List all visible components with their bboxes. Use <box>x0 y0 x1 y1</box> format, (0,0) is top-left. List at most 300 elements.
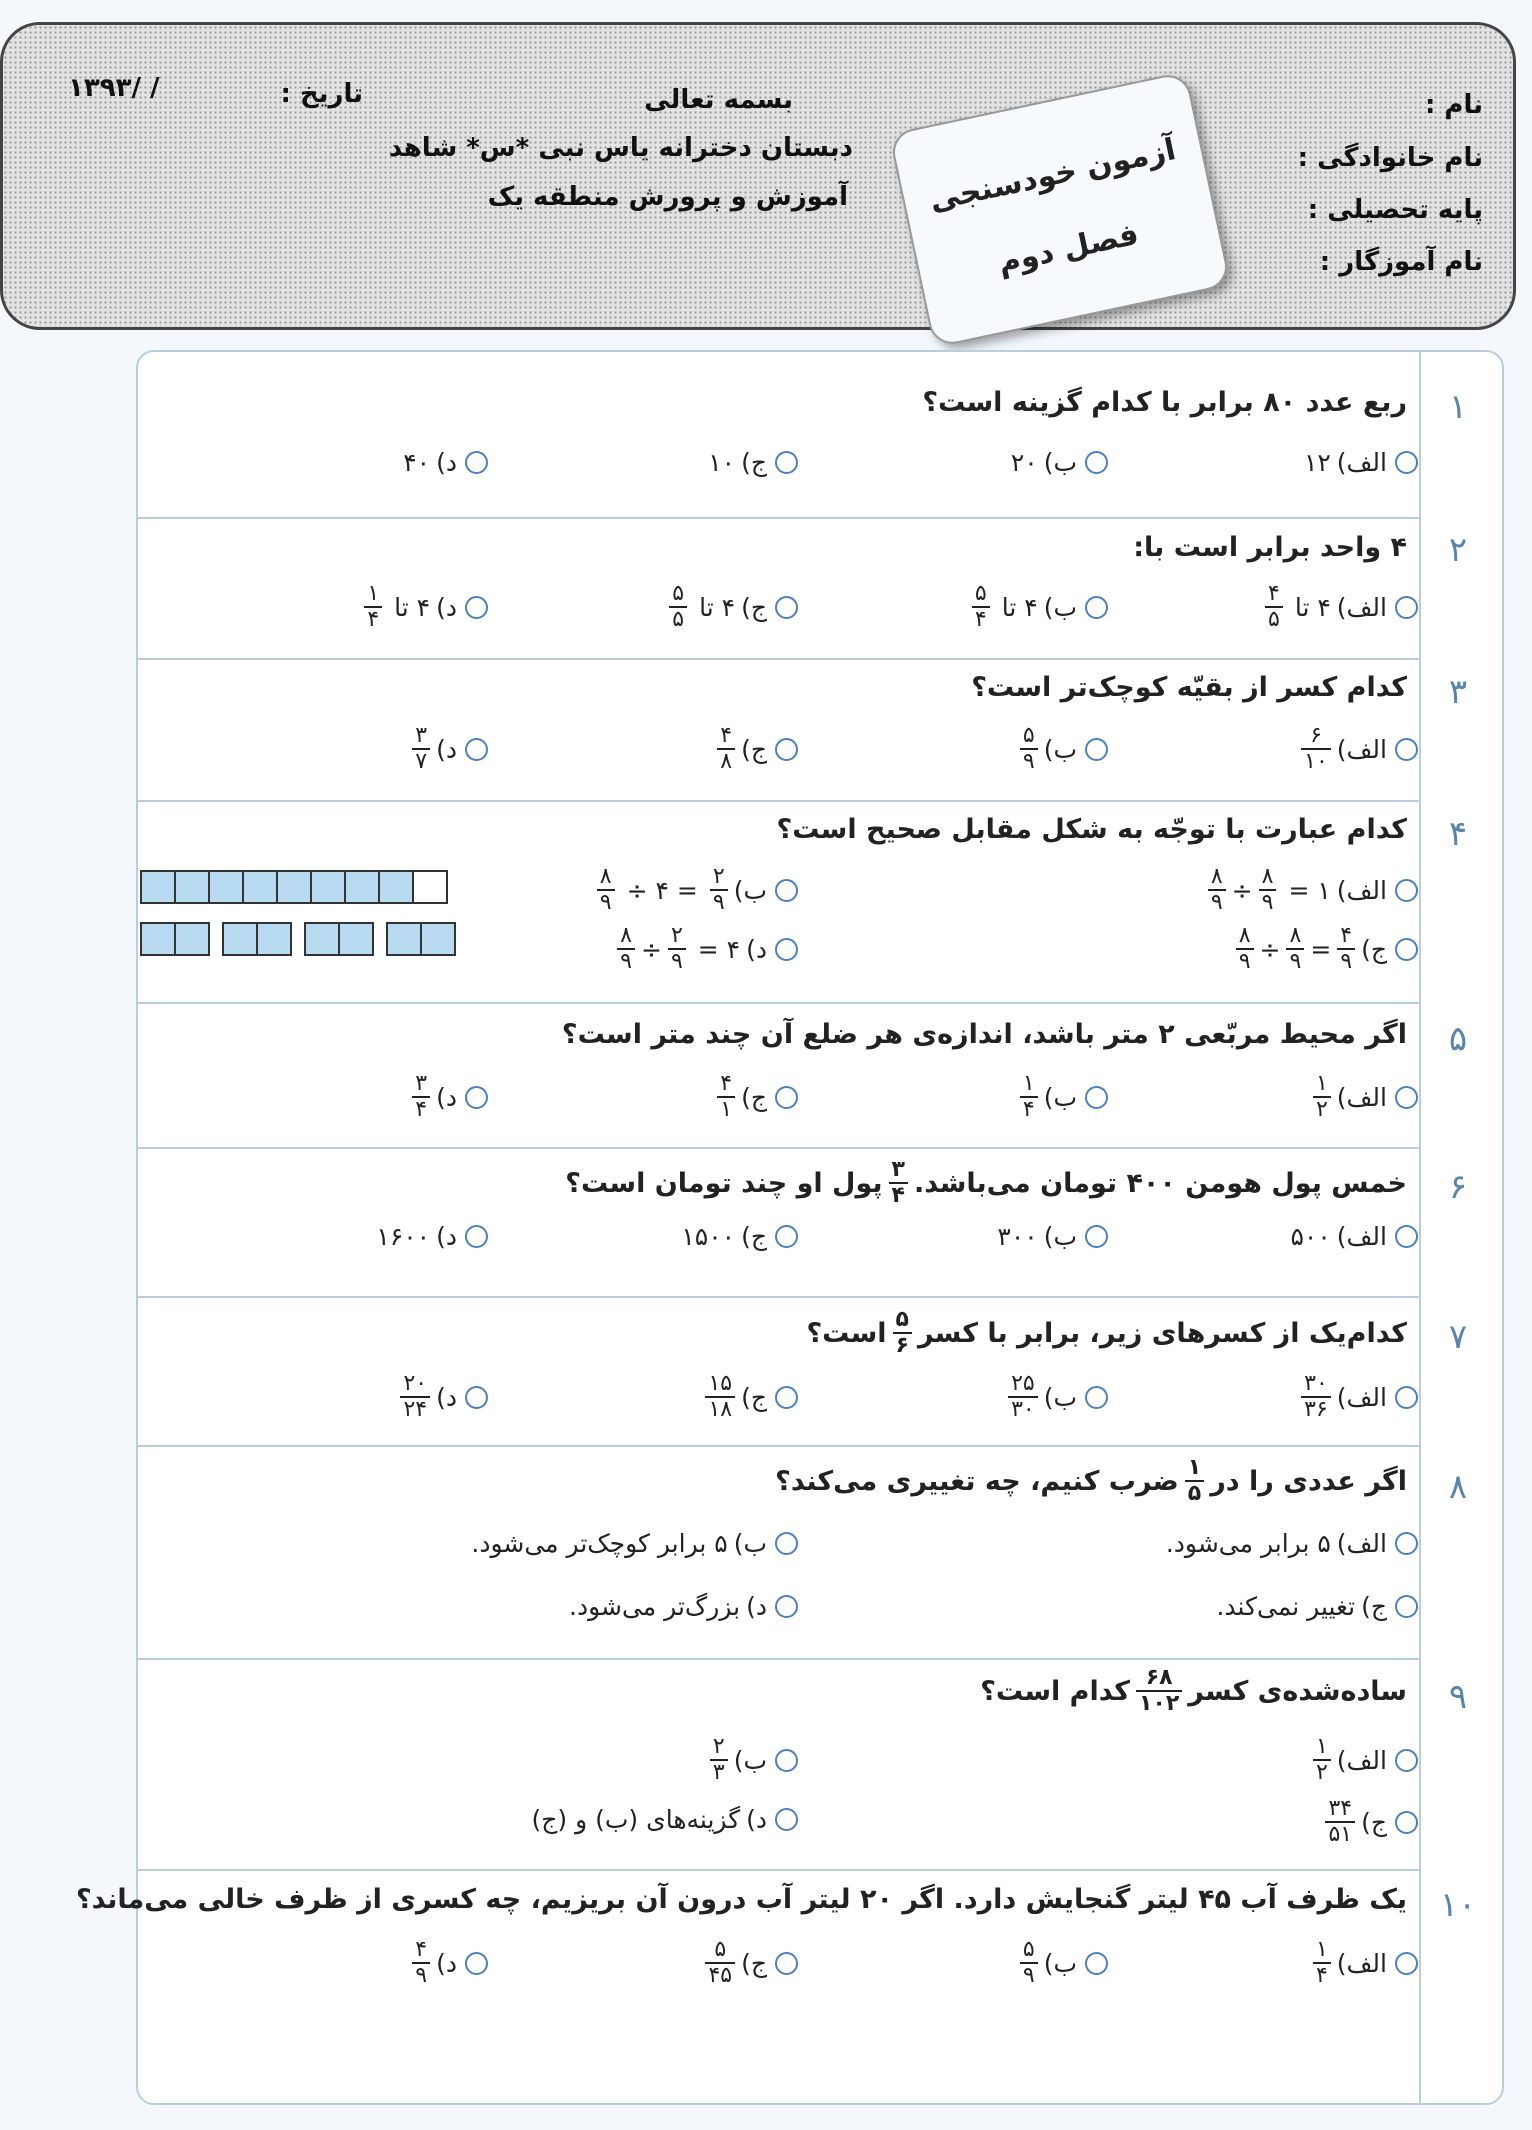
option-d[interactable] <box>158 1938 488 1988</box>
option-label: الف) <box>1336 1382 1387 1412</box>
radio-button[interactable] <box>1085 1386 1108 1409</box>
option-c[interactable] <box>468 1938 798 1988</box>
denominator: ۹ <box>1020 1962 1038 1988</box>
radio-button[interactable] <box>1085 738 1108 761</box>
fraction <box>1020 1072 1038 1122</box>
fraction <box>1286 924 1304 974</box>
radio-button[interactable] <box>775 879 798 902</box>
option-d[interactable] <box>158 1372 488 1422</box>
option-d[interactable] <box>158 582 488 632</box>
radio-button[interactable] <box>1395 938 1418 961</box>
figure-cell <box>412 870 448 904</box>
figure-cell <box>222 922 258 956</box>
option-label: ب) <box>1043 1382 1077 1412</box>
denominator: ۷ <box>412 748 430 774</box>
question-number: ۱۰ <box>1439 1885 1477 1925</box>
question-divider <box>138 1147 1421 1149</box>
option-label: د) <box>436 1222 457 1251</box>
radio-button[interactable] <box>1395 1811 1418 1834</box>
option-a[interactable] <box>1088 1072 1418 1122</box>
option-c[interactable] <box>1088 1592 1418 1621</box>
figure-cell <box>242 870 278 904</box>
fraction <box>1259 865 1277 915</box>
radio-button[interactable] <box>1085 1225 1108 1248</box>
option-label: د) <box>436 448 457 477</box>
option-a[interactable] <box>1088 724 1418 774</box>
option-b[interactable] <box>468 865 798 915</box>
radio-button[interactable] <box>1085 1952 1108 1975</box>
option-c[interactable] <box>1088 1797 1418 1847</box>
figure-bar-full <box>142 870 448 904</box>
radio-button[interactable] <box>775 938 798 961</box>
question-text <box>565 1158 1407 1208</box>
family-label: نام خانوادگی : <box>1297 143 1483 173</box>
radio-button[interactable] <box>465 451 488 474</box>
fraction <box>1313 1938 1331 1988</box>
option-a[interactable] <box>1088 1222 1418 1251</box>
option-label: ب) <box>733 1745 767 1775</box>
option-b[interactable] <box>148 1529 798 1558</box>
fraction <box>1020 1938 1038 1988</box>
question-text: اگر محیط مربّعی ۲ متر باشد، اندازه‌ی هر ضلع آن چند متر است؟ <box>561 1019 1407 1050</box>
fraction <box>893 1308 912 1358</box>
school-name: دبستان دخترانه یاس نبی *س* شاهد <box>388 133 853 163</box>
denominator: ۱۰ <box>1301 748 1331 774</box>
option-label: ب) <box>733 1529 767 1558</box>
option-c[interactable] <box>468 582 798 632</box>
figure-cell <box>276 870 312 904</box>
numerator: ۱ <box>1315 1937 1328 1962</box>
figure-cell <box>174 922 210 956</box>
question-text-part: اگر عددی را در <box>1210 1465 1407 1497</box>
option-b[interactable] <box>778 1222 1108 1251</box>
stamp-title: آزمون خودسنجی <box>926 132 1179 219</box>
expression-part: ۱ = <box>1288 875 1331 905</box>
numerator: ۸ <box>1289 923 1302 948</box>
figure-cell <box>256 922 292 956</box>
denominator: ۵ <box>669 606 687 632</box>
option-label: ج) <box>1361 934 1387 964</box>
question-text <box>806 1308 1407 1358</box>
question-text: ربع عدد ۸۰ برابر با کدام گزینه است؟ <box>922 387 1407 418</box>
numerator: ۸ <box>1238 923 1251 948</box>
option-c[interactable] <box>468 1372 798 1422</box>
option-label: د) <box>436 1082 457 1112</box>
education-office: آموزش و پرورش منطقه یک <box>487 182 848 212</box>
fraction <box>1301 1372 1331 1422</box>
option-label: الف) <box>1336 734 1387 764</box>
option-a[interactable] <box>1088 448 1418 477</box>
option-c[interactable] <box>468 448 798 477</box>
radio-button[interactable] <box>775 1808 798 1831</box>
radio-button[interactable] <box>465 1386 488 1409</box>
radio-button[interactable] <box>1395 1086 1418 1109</box>
option-label: ج) <box>1361 1807 1387 1837</box>
radio-button[interactable] <box>1395 1952 1418 1975</box>
option-value: ۱۵۰۰ <box>681 1222 736 1251</box>
option-prefix: ۴ تا <box>699 592 736 622</box>
denominator: ۴ <box>1313 1962 1331 1988</box>
fraction <box>412 1072 430 1122</box>
question-divider <box>138 658 1421 660</box>
question-divider <box>138 1002 1421 1004</box>
radio-button[interactable] <box>775 1386 798 1409</box>
question-number: ۹ <box>1448 1677 1468 1717</box>
numerator: ۲۵ <box>1011 1371 1035 1396</box>
radio-button[interactable] <box>1395 738 1418 761</box>
question-text-part: پول او چند تومان است؟ <box>565 1167 883 1199</box>
option-d[interactable] <box>158 724 488 774</box>
option-a[interactable] <box>1088 1529 1418 1558</box>
option-text: تغییر نمی‌کند. <box>1216 1592 1356 1621</box>
question-sheet <box>75 350 1504 2105</box>
denominator: ۹ <box>1208 889 1226 915</box>
option-value: ۴۰ <box>403 448 431 477</box>
denominator: ۲ <box>1313 1759 1331 1785</box>
option-prefix: ۴ تا <box>1294 592 1331 622</box>
numerator: ۳۰ <box>1304 1371 1328 1396</box>
radio-button[interactable] <box>1395 1532 1418 1555</box>
numerator: ۶ <box>1310 723 1322 748</box>
question-number: ۷ <box>1448 1317 1468 1357</box>
radio-button[interactable] <box>775 1595 798 1618</box>
radio-button[interactable] <box>1395 596 1418 619</box>
radio-button[interactable] <box>775 1952 798 1975</box>
fraction <box>1325 1797 1355 1847</box>
option-b[interactable] <box>778 724 1108 774</box>
question-divider <box>138 1869 1421 1871</box>
option-label: ج) <box>741 1222 767 1251</box>
option-value: ۱۶۰۰ <box>376 1222 431 1251</box>
radio-button[interactable] <box>775 451 798 474</box>
fraction <box>669 582 687 632</box>
operator: ÷ <box>1259 934 1281 964</box>
option-label: ب) <box>1043 1222 1077 1251</box>
option-label: الف) <box>1336 1222 1387 1251</box>
numerator: ۴ <box>720 723 733 748</box>
numerator: ۸ <box>599 864 612 889</box>
numerator: ۵ <box>672 581 685 606</box>
option-label: د) <box>746 1592 767 1621</box>
numerator: ۲ <box>712 864 725 889</box>
fraction <box>617 924 635 974</box>
numerator: ۱ <box>1315 1071 1328 1096</box>
option-label: ب) <box>733 875 767 905</box>
fraction <box>1136 1666 1182 1716</box>
numerator: ۴ <box>1340 923 1353 948</box>
option-b[interactable] <box>778 582 1108 632</box>
fraction <box>1265 582 1283 632</box>
option-c[interactable] <box>468 724 798 774</box>
denominator: ۳۰ <box>1008 1396 1038 1422</box>
option-c[interactable] <box>468 1222 798 1251</box>
option-c[interactable] <box>1088 924 1418 974</box>
fraction <box>668 924 686 974</box>
fraction <box>1236 924 1254 974</box>
question-text: ۴ واحد برابر است با: <box>1133 532 1407 563</box>
radio-button[interactable] <box>775 738 798 761</box>
numerator: ۲ <box>670 923 683 948</box>
grade-label: پایه تحصیلی : <box>1307 195 1483 225</box>
fraction <box>1185 1456 1204 1506</box>
option-label: الف) <box>1336 1948 1387 1978</box>
question-number: ۴ <box>1448 814 1468 854</box>
basmala: بسمه تعالی <box>644 85 793 115</box>
fraction <box>1337 924 1355 974</box>
radio-button[interactable] <box>1395 1386 1418 1409</box>
question-divider <box>138 517 1421 519</box>
figure-cell <box>344 870 380 904</box>
fraction <box>710 865 728 915</box>
figure-bar-grouped <box>142 922 456 956</box>
option-text: گزینه‌های (ب) و (ج) <box>531 1805 741 1834</box>
option-prefix: ۴ تا <box>1001 592 1038 622</box>
denominator: ۹ <box>1259 889 1277 915</box>
radio-button[interactable] <box>1395 451 1418 474</box>
option-label: ب) <box>1043 1082 1077 1112</box>
question-divider <box>138 800 1421 802</box>
radio-button[interactable] <box>465 1952 488 1975</box>
radio-button[interactable] <box>1085 1086 1108 1109</box>
numerator: ۸ <box>1210 864 1223 889</box>
numerator: ۶۸ <box>1145 1665 1173 1690</box>
operator: ÷ <box>640 934 662 964</box>
operator: ÷ <box>1231 875 1253 905</box>
radio-button[interactable] <box>1085 451 1108 474</box>
denominator: ۴ <box>412 1096 430 1122</box>
question-text: کدام کسر از بقیّه کوچک‌تر است؟ <box>971 672 1407 703</box>
option-d[interactable] <box>158 1222 488 1251</box>
figure-cell <box>208 870 244 904</box>
question-number: ۵ <box>1448 1019 1468 1059</box>
question-text-part: است؟ <box>806 1317 887 1349</box>
denominator: ۹ <box>1236 948 1254 974</box>
option-prefix: ۴ تا <box>394 592 431 622</box>
question-text: کدام عبارت با توجّه به شکل مقابل صحیح است؟ <box>776 814 1407 845</box>
fraction <box>364 582 382 632</box>
option-label: ج) <box>741 734 767 764</box>
denominator: ۴ <box>972 606 990 632</box>
option-label: ب) <box>1043 448 1077 477</box>
numerator: ۱۵ <box>708 1371 733 1396</box>
denominator: ۲۴ <box>400 1396 430 1422</box>
option-value: ۱۰ <box>708 448 736 477</box>
numerator: ۱ <box>1187 1455 1202 1480</box>
operator: = <box>1310 934 1332 964</box>
expression-part: = ۴ ÷ <box>626 875 698 905</box>
option-d[interactable] <box>148 1805 798 1834</box>
option-label: د) <box>746 1805 767 1834</box>
fraction <box>1313 1735 1331 1785</box>
option-label: ج) <box>741 1382 767 1412</box>
denominator: ۸ <box>717 748 735 774</box>
option-label: ج) <box>741 448 767 477</box>
fraction <box>717 1072 735 1122</box>
question-text-part: خمس پول هومن ۴۰۰ تومان می‌باشد. <box>913 1167 1407 1199</box>
denominator: ۱۰۲ <box>1136 1690 1182 1716</box>
fraction <box>710 1735 728 1785</box>
question-text <box>980 1666 1407 1716</box>
option-label: د) <box>436 592 457 622</box>
denominator: ۵ <box>1265 606 1283 632</box>
name-label: نام : <box>1424 90 1483 120</box>
denominator: ۳۶ <box>1301 1396 1331 1422</box>
radio-button[interactable] <box>465 738 488 761</box>
fraction <box>1208 865 1226 915</box>
option-value: ۳۰۰ <box>997 1222 1038 1251</box>
option-label: ب) <box>1043 1948 1077 1978</box>
header-panel <box>0 22 1516 330</box>
fraction <box>972 582 990 632</box>
question-text-part: کدام‌یک از کسرهای زیر، برابر با کسر <box>917 1317 1407 1349</box>
number-column-divider <box>1419 352 1421 2103</box>
figure-cell <box>378 870 414 904</box>
radio-button[interactable] <box>465 596 488 619</box>
option-label: الف) <box>1336 1529 1387 1558</box>
option-d[interactable] <box>158 448 488 477</box>
question-text-part: ضرب کنیم، چه تغییری می‌کند؟ <box>775 1465 1179 1497</box>
fraction <box>1020 724 1038 774</box>
question-number: ۱ <box>1448 387 1468 427</box>
denominator: ۳ <box>710 1759 728 1785</box>
radio-button[interactable] <box>775 1749 798 1772</box>
question-text-part: کدام است؟ <box>980 1675 1130 1707</box>
option-a[interactable] <box>1088 1735 1418 1785</box>
fraction <box>1008 1372 1038 1422</box>
numerator: ۳ <box>891 1157 905 1182</box>
denominator: ۹ <box>597 889 615 915</box>
option-value: ۲۰ <box>1010 448 1038 477</box>
fraction <box>705 1938 735 1988</box>
question-text: یک ظرف آب ۴۵ لیتر گنجایش دارد. اگر ۲۰ لیتر آب درون آن بریزیم، چه کسری از ظرف خالی می‌ماند؟ <box>75 1884 1407 1915</box>
figure-cell <box>310 870 346 904</box>
option-b[interactable] <box>148 1735 798 1785</box>
denominator: ۴۵ <box>705 1962 735 1988</box>
denominator: ۵۱ <box>1325 1821 1355 1847</box>
expression-part: ۴ = <box>697 934 741 964</box>
date-label: تاریخ : <box>280 79 363 109</box>
fraction <box>1301 724 1331 774</box>
option-a[interactable] <box>1088 1938 1418 1988</box>
denominator: ۲ <box>1313 1096 1331 1122</box>
radio-button[interactable] <box>1395 1225 1418 1248</box>
option-b[interactable] <box>778 1372 1108 1422</box>
question-text-part: ساده‌شده‌ی کسر <box>1188 1675 1407 1707</box>
numerator: ۱ <box>367 581 380 606</box>
numerator: ۴ <box>1268 581 1280 606</box>
option-a[interactable] <box>1088 1372 1418 1422</box>
option-label: ج) <box>1361 1592 1387 1621</box>
option-label: الف) <box>1336 592 1387 622</box>
denominator: ۹ <box>668 948 686 974</box>
radio-button[interactable] <box>1395 1749 1418 1772</box>
option-label: د) <box>436 1948 457 1978</box>
option-value: ۵۰۰ <box>1290 1222 1331 1251</box>
denominator: ۱۸ <box>705 1396 735 1422</box>
fraction <box>597 865 615 915</box>
option-label: الف) <box>1336 1745 1387 1775</box>
denominator: ۵ <box>1185 1480 1204 1506</box>
option-d[interactable] <box>148 1592 798 1621</box>
radio-button[interactable] <box>775 1086 798 1109</box>
numerator: ۲۰ <box>403 1371 428 1396</box>
numerator: ۸ <box>620 923 632 948</box>
option-a[interactable] <box>1088 582 1418 632</box>
option-label: ج) <box>741 592 767 622</box>
option-label: ج) <box>741 1948 767 1978</box>
question-number: ۸ <box>1448 1467 1468 1507</box>
option-d[interactable] <box>468 924 798 974</box>
numerator: ۱ <box>1022 1071 1035 1096</box>
question-text <box>775 1456 1407 1506</box>
radio-button[interactable] <box>1085 596 1108 619</box>
denominator: ۹ <box>412 1962 430 1988</box>
option-b[interactable] <box>778 1072 1108 1122</box>
denominator: ۹ <box>1286 948 1304 974</box>
option-label: د) <box>436 1382 457 1412</box>
option-label: الف) <box>1336 448 1387 477</box>
radio-button[interactable] <box>465 1225 488 1248</box>
fraction <box>412 1938 430 1988</box>
option-text: ۵ برابر می‌شود. <box>1165 1529 1331 1558</box>
denominator: ۴ <box>889 1182 908 1208</box>
numerator: ۱ <box>1315 1734 1328 1759</box>
exam-title-stamp <box>889 71 1232 348</box>
fraction <box>1313 1072 1331 1122</box>
option-b[interactable] <box>778 448 1108 477</box>
option-a[interactable] <box>1088 865 1418 915</box>
fraction <box>889 1158 908 1208</box>
figure-cell <box>140 870 176 904</box>
question-divider <box>138 1296 1421 1298</box>
numerator: ۵ <box>974 581 987 606</box>
fraction <box>705 1372 735 1422</box>
numerator: ۵ <box>1022 1937 1035 1962</box>
radio-button[interactable] <box>775 1532 798 1555</box>
option-text: ۵ برابر کوچک‌تر می‌شود. <box>471 1529 728 1558</box>
denominator: ۶ <box>893 1332 912 1358</box>
option-c[interactable] <box>468 1072 798 1122</box>
radio-button[interactable] <box>465 1086 488 1109</box>
figure-cell <box>174 870 210 904</box>
radio-button[interactable] <box>1395 879 1418 902</box>
question-divider <box>138 1658 1421 1660</box>
question-divider <box>138 1445 1421 1447</box>
question-number: ۳ <box>1448 672 1468 712</box>
denominator: ۴ <box>364 606 382 632</box>
date-value: ۱۳۹۳/ / <box>68 73 160 103</box>
fraction <box>717 724 735 774</box>
denominator: ۹ <box>1020 748 1038 774</box>
figure-cell <box>304 922 340 956</box>
radio-button[interactable] <box>775 596 798 619</box>
option-b[interactable] <box>778 1938 1108 1988</box>
denominator: ۹ <box>1337 948 1355 974</box>
denominator: ۱ <box>717 1096 735 1122</box>
numerator: ۵ <box>895 1307 909 1332</box>
denominator: ۹ <box>710 889 728 915</box>
question-number: ۲ <box>1448 530 1468 570</box>
numerator: ۴ <box>720 1071 733 1096</box>
option-d[interactable] <box>158 1072 488 1122</box>
radio-button[interactable] <box>775 1225 798 1248</box>
option-label: الف) <box>1336 875 1387 905</box>
numerator: ۲ <box>712 1734 725 1759</box>
numerator: ۸ <box>1261 864 1274 889</box>
radio-button[interactable] <box>1395 1595 1418 1618</box>
figure-cell <box>140 922 176 956</box>
option-label: ب) <box>1043 592 1077 622</box>
